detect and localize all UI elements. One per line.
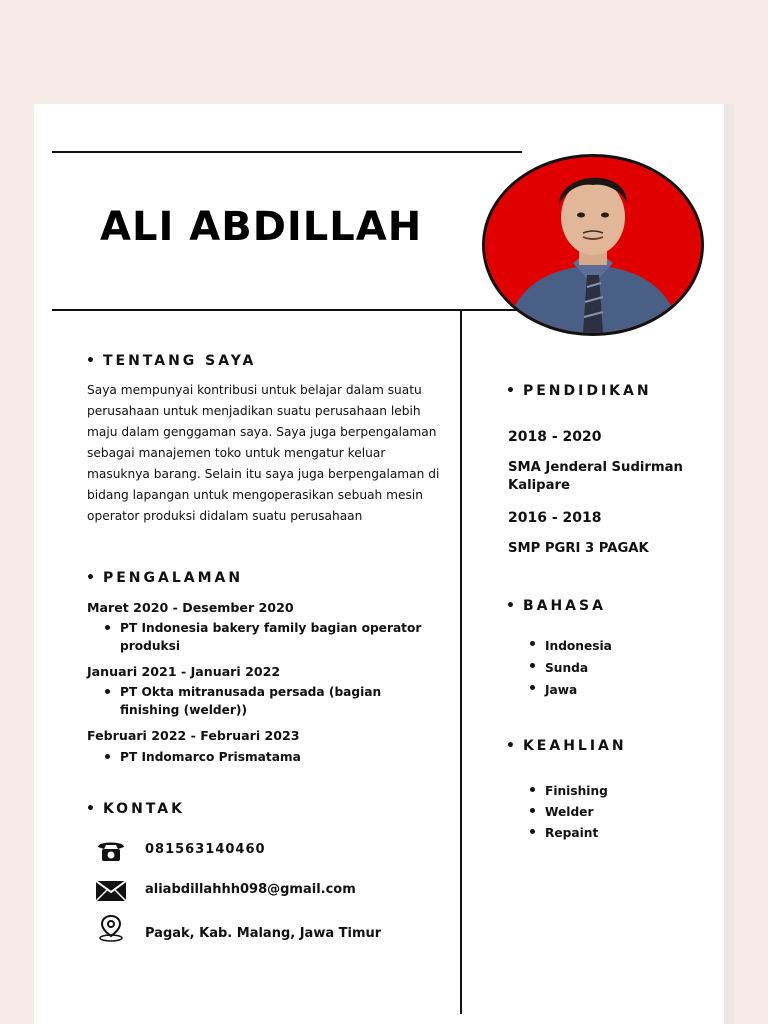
heading-bullet: • [86, 570, 95, 586]
contact-heading [86, 801, 185, 817]
experience-period: Maret 2020 - Desember 2020 [87, 600, 294, 615]
heading-bullet: • [86, 353, 95, 369]
experience-detail-list [106, 619, 430, 655]
language-item: Indonesia [545, 635, 705, 657]
heading-bullet: • [506, 383, 515, 399]
experience-period: Januari 2021 - Januari 2022 [87, 664, 281, 679]
heading-bullet: • [506, 738, 515, 754]
skill-item: Finishing [545, 781, 705, 802]
phone-icon [96, 839, 126, 863]
experience-detail: PT Okta mitranusada persada (bagian finishing (welder)) [120, 683, 420, 719]
language-heading [506, 598, 606, 614]
column-divider [460, 310, 462, 1014]
profile-photo [482, 154, 704, 336]
about-heading [86, 353, 256, 369]
language-title: BAHASA [522, 598, 606, 614]
about-text: Saya mempunyai kontribusi untuk belajar dalam suatu perusahaan untuk menjadikan suatu perusahaan lebih maju dalam genggaman saya. Saya juga berpengalaman sebagai manajemen toko untuk mengatur keluar masuknya barang. Selain itu saya juga berpengalaman di bidang lapangan untuk mengoperasikan sebuah mesin operator produksi didalam suatu perusahaan [87, 383, 440, 523]
mail-icon [95, 880, 127, 902]
education-school: SMP PGRI 3 PAGAK [508, 541, 649, 556]
experience-detail-list [106, 748, 430, 766]
experience-detail: PT Indomarco Prismatama [120, 748, 430, 766]
skills-list [531, 781, 705, 844]
education-school: SMA Jenderal Sudirman Kalipare [508, 460, 683, 493]
experience-period: Februari 2022 - Februari 2023 [87, 728, 300, 743]
skills-heading [506, 738, 627, 754]
about-title: TENTANG SAYA [102, 353, 257, 369]
experience-heading [86, 570, 243, 586]
language-item: Sunda [545, 657, 705, 679]
contact-email: aliabdillahhh098@gmail.com [145, 882, 356, 897]
skill-item: Repaint [545, 823, 705, 844]
education-years: 2018 - 2020 [508, 429, 602, 445]
header-top-rule [52, 151, 522, 153]
education-years: 2016 - 2018 [508, 510, 602, 526]
education-heading [506, 383, 652, 399]
skill-item: Welder [545, 802, 705, 823]
page-edge-shadow [724, 104, 734, 1024]
experience-title: PENGALAMAN [102, 570, 244, 586]
heading-bullet: • [506, 598, 515, 614]
language-list [531, 635, 705, 701]
contact-phone: 081563140460 [145, 842, 266, 857]
contact-title: KONTAK [102, 801, 185, 817]
header-bottom-rule [52, 309, 522, 311]
language-item: Jawa [545, 679, 705, 701]
skills-title: KEAHLIAN [522, 738, 627, 754]
heading-bullet: • [86, 801, 95, 817]
candidate-name: ALI ABDILLAH [100, 204, 423, 250]
location-pin-icon [97, 914, 125, 942]
contact-address: Pagak, Kab. Malang, Jawa Timur [145, 926, 382, 941]
education-title: PENDIDIKAN [522, 383, 652, 399]
experience-detail: PT Indonesia bakery family bagian operator produksi [120, 619, 430, 655]
experience-detail-list [106, 683, 420, 719]
